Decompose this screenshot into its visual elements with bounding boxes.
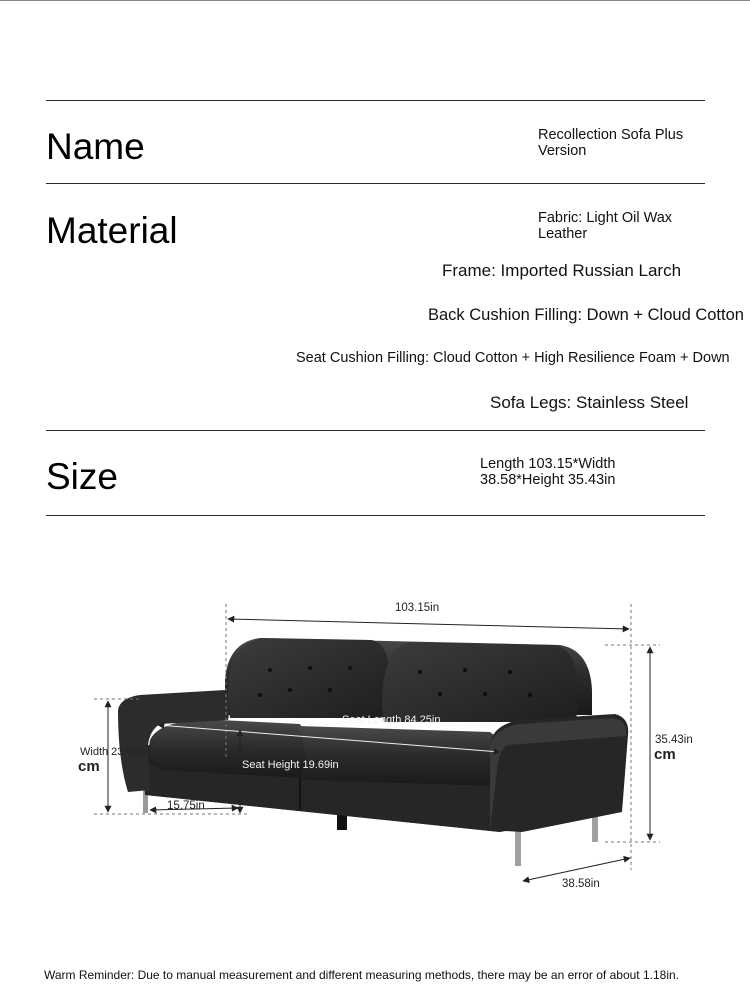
- top-border: [0, 0, 750, 1]
- arm-height-label: Width 23.62in: [80, 746, 148, 758]
- material-legs: Sofa Legs: Stainless Steel: [490, 393, 689, 412]
- material-label: Material: [46, 210, 178, 251]
- depth-label: 38.58in: [562, 878, 600, 890]
- leg-height-label: 15.75in: [167, 800, 205, 812]
- material-frame: Frame: Imported Russian Larch: [442, 261, 682, 280]
- sofa-dimension-diagram: [0, 590, 750, 910]
- divider: [46, 430, 705, 431]
- length-label: 103.15in: [395, 602, 440, 614]
- material-seat-filling: Seat Cushion Filling: Cloud Cotton + High Resilience Foam + Down: [296, 350, 730, 366]
- size-value: Length 103.15*Width 38.58*Height 35.43in: [480, 456, 616, 488]
- arm-height-unit: cm: [78, 758, 100, 775]
- seat-height-label: Seat Height 19.69in: [242, 759, 339, 771]
- height-label: 35.43in: [655, 734, 693, 746]
- height-unit: cm: [654, 746, 676, 763]
- divider: [46, 515, 705, 516]
- size-label: Size: [46, 456, 118, 497]
- name-value: Recollection Sofa Plus Version: [538, 127, 684, 159]
- sofa-image: [118, 638, 628, 866]
- divider: [46, 100, 705, 101]
- warm-reminder: Warm Reminder: Due to manual measurement and different measuring methods, there may be an error of about 1.18in.: [44, 968, 679, 982]
- seat-length-label: Seat Length 84.25in: [342, 714, 441, 726]
- material-back-filling: Back Cushion Filling: Down + Cloud Cotton: [428, 306, 744, 324]
- divider: [46, 183, 705, 184]
- material-fabric: Fabric: Light Oil Wax Leather: [538, 210, 673, 242]
- name-label: Name: [46, 126, 145, 167]
